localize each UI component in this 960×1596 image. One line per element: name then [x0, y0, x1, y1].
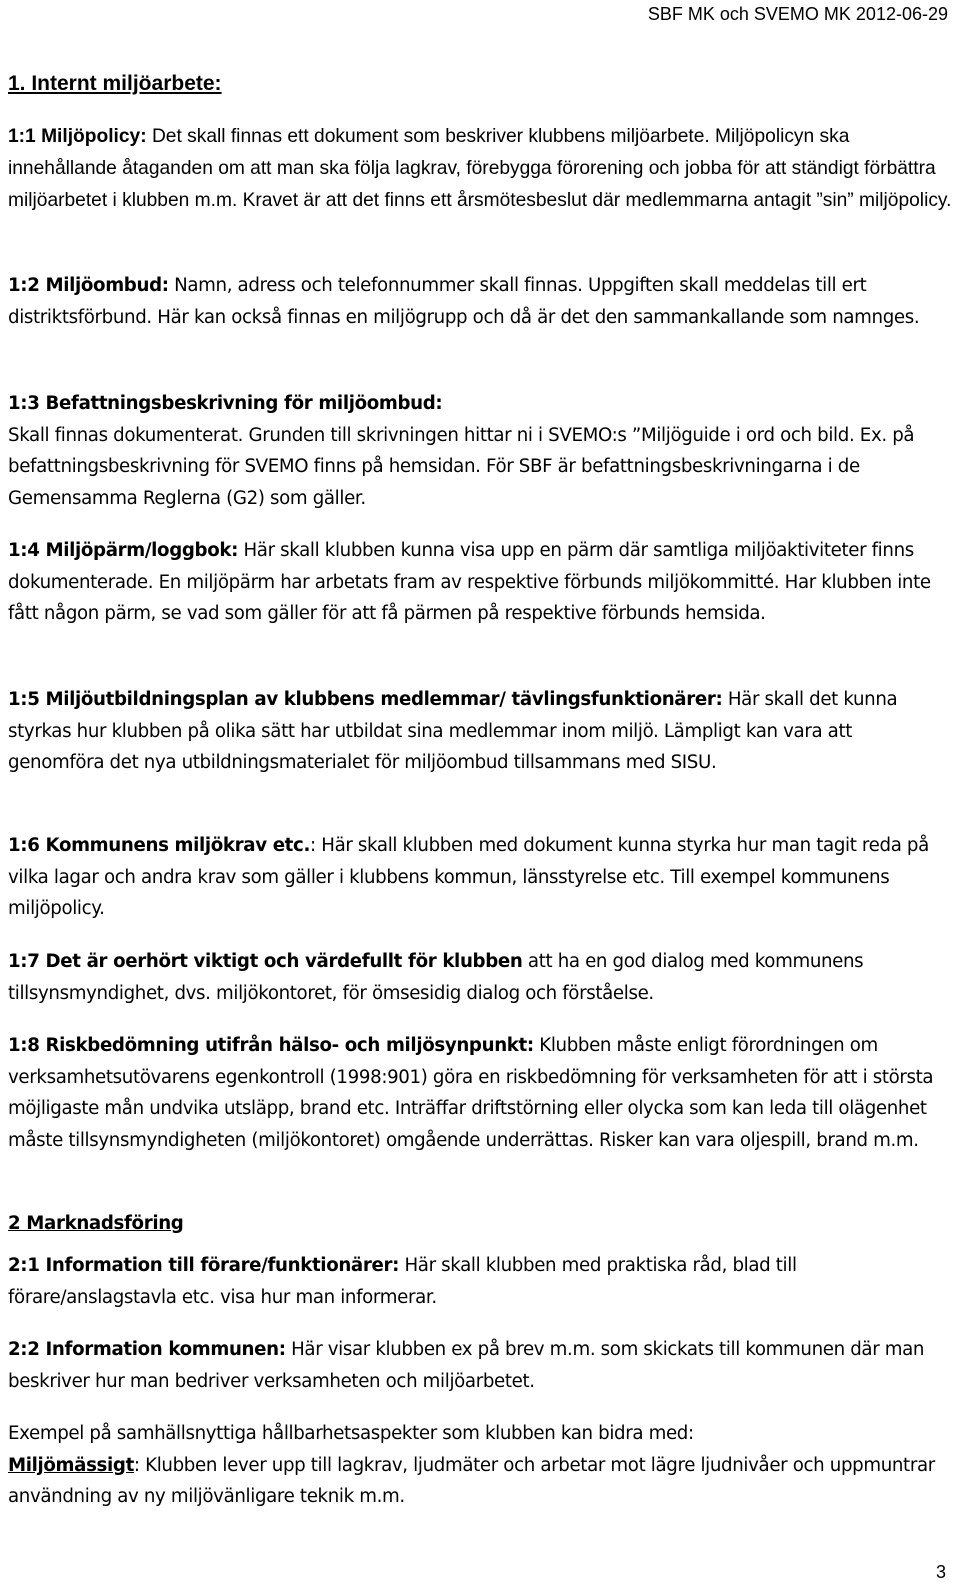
item-1-1	[8, 121, 953, 217]
item-1-2	[8, 270, 953, 333]
item-1-5-text: Här skall det kunna styrkas hur klubben på olika sätt har utbildat sina medlemmar inom miljö. Lämpligt kan vara att genomföra det nya utbildningsmaterialet för miljöombud tillsammans med SISU.	[8, 689, 898, 774]
item-1-4	[8, 535, 953, 630]
item-1-5-label: 1:5 Miljöutbildningsplan av klubbens medlemmar/ tävlingsfunktionärer:	[8, 689, 723, 710]
item-1-8-text: Klubben måste enligt förordningen om verksamhetsutövarens egenkontroll (1998:901) göra en riskbedömning för verksamheten för att i största möjligaste mån undvika utsläpp, brand etc. Inträffar driftstörning eller olycka som kan leda till olägenhet måste tillsynsmyndigheten (miljökontoret) omgående underrättas. Risker kan vara oljespill, brand m.m.	[8, 1035, 934, 1151]
item-1-7	[8, 946, 953, 1009]
example-environmental-label: Miljömässigt	[8, 1454, 134, 1476]
item-2-1-label: 2:1 Information till förare/funktionärer:	[8, 1255, 400, 1276]
item-1-3-text: Skall finnas dokumenterat. Grunden till skrivningen hittar ni i SVEMO:s ”Miljöguide i ord och bild. Ex. på befattningsbeskrivning för SVEMO finns på hemsidan. För SBF är befattningsbeskrivningarna i de Gemensamma Reglerna (G2) som gäller.	[8, 424, 915, 509]
item-1-8-label: 1:8 Riskbedömning utifrån hälso- och miljösynpunkt:	[8, 1035, 534, 1056]
item-2-2-label: 2:2 Information kommunen:	[8, 1339, 286, 1360]
examples-intro: Exempel på samhällsnyttiga hållbarhetsaspekter som klubben kan bidra med:	[8, 1423, 694, 1444]
item-1-6	[8, 830, 953, 925]
example-environmental-text: : Klubben lever upp till lagkrav, ljudmäter och arbetar mot lägre ljudnivåer och uppmuntrar användning av ny miljövänligare teknik m.m.	[8, 1454, 935, 1508]
section-1-heading: 1. Internt miljöarbete:	[8, 72, 222, 95]
item-1-2-text: Namn, adress och telefonnummer skall finnas. Uppgiften skall meddelas till ert distriktsförbund. Här kan också finnas en miljögrupp och då är det den sammankallande som namnges.	[8, 275, 920, 328]
item-2-1-text: Här skall klubben med praktiska råd, blad till förare/anslagstavla etc. visa hur man informerar.	[8, 1255, 797, 1308]
item-1-7-label: 1:7 Det är oerhört viktigt och värdefullt för klubben	[8, 951, 523, 972]
sustainability-examples	[8, 1418, 953, 1513]
item-1-1-label: 1:1 Miljöpolicy:	[8, 126, 147, 147]
item-1-4-label: 1:4 Miljöpärm/loggbok:	[8, 540, 239, 561]
item-1-3	[8, 388, 953, 514]
item-1-1-text: Det skall finnas ett dokument som beskriver klubbens miljöarbete. Miljöpolicyn ska innehållande åtaganden om att man ska följa lagkrav, förebygga förorening och jobba för att ständigt förbättra miljöarbetet i klubben m.m. Kravet är att det finns ett årsmötesbeslut där medlemmarna antagit ”sin” miljöpolicy.	[8, 126, 952, 211]
item-1-3-label: 1:3 Befattningsbeskrivning för miljöombud:	[8, 393, 443, 414]
item-1-5	[8, 684, 953, 779]
item-1-6-text: : Här skall klubben med dokument kunna styrka hur man tagit reda på vilka lagar och andra krav som gäller i klubbens kommun, länsstyrelse etc. Till exempel kommunens miljöpolicy.	[8, 835, 929, 920]
item-2-1	[8, 1250, 953, 1313]
example-environmental	[8, 1450, 953, 1513]
item-2-2	[8, 1334, 953, 1397]
item-1-4-text: Här skall klubben kunna visa upp en pärm där samtliga miljöaktiviteter finns dokumenterade. En miljöpärm har arbetats fram av respektive förbunds miljökommitté. Har klubben inte fått någon pärm, se vad som gäller för att få pärmen på respektive förbunds hemsida.	[8, 540, 931, 625]
section-2-heading: 2 Marknadsföring	[8, 1213, 184, 1234]
item-1-8	[8, 1030, 953, 1156]
item-1-2-label: 1:2 Miljöombud:	[8, 275, 169, 296]
item-1-6-label: 1:6 Kommunens miljökrav etc.	[8, 835, 311, 856]
section-2-heading-row	[8, 1208, 953, 1240]
page-header: SBF MK och SVEMO MK 2012-06-29	[647, 4, 948, 24]
item-2-2-text: Här visar klubben ex på brev m.m. som skickats till kommunen där man beskriver hur man bedriver verksamheten och miljöarbetet.	[8, 1339, 925, 1392]
page-number: 3	[935, 1562, 946, 1582]
item-1-7-text: att ha en god dialog med kommunens tillsynsmyndighet, dvs. miljökontoret, för ömsesidig dialog och förståelse.	[8, 951, 864, 1004]
